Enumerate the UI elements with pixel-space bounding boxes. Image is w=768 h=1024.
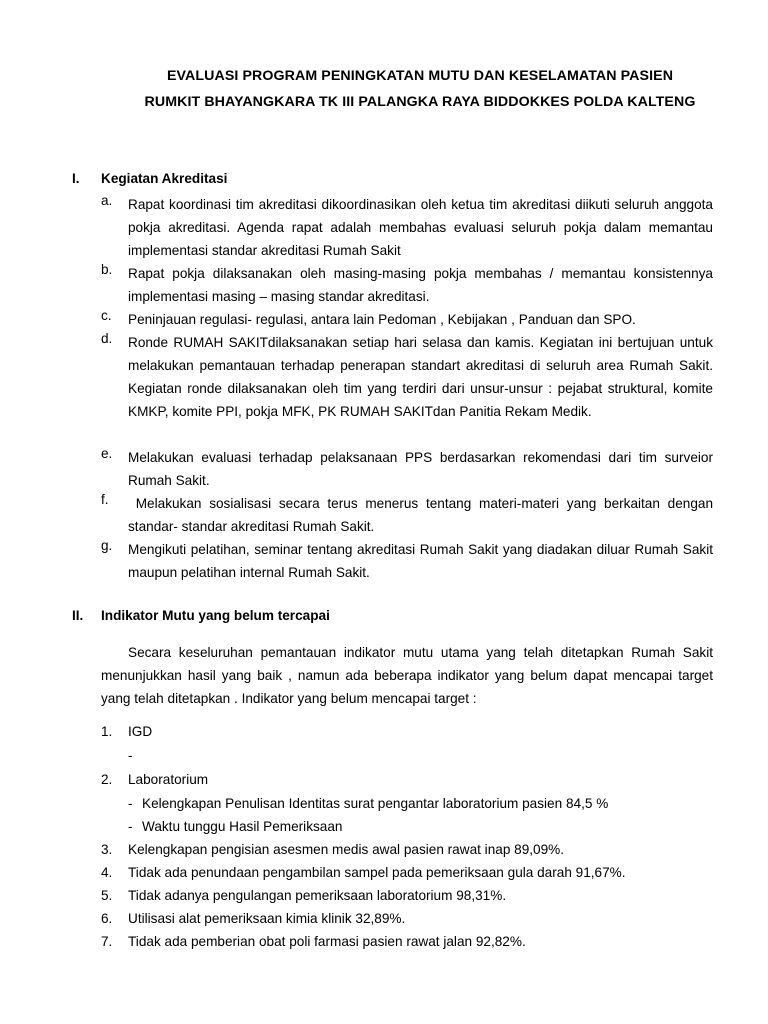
sub-item-text: Kelengkapan Penulisan Identitas surat pengantar laboratorium pasien 84,5 % <box>142 796 609 811</box>
list-item <box>101 538 713 584</box>
list-item <box>101 193 713 262</box>
list-marker: 7. <box>101 934 113 949</box>
section-title: Kegiatan Akreditasi <box>101 171 228 186</box>
numbered-item <box>101 934 526 949</box>
numbered-item <box>101 865 626 880</box>
list-item-text: Peninjauan regulasi- regulasi, antara lain Pedoman , Kebijakan , Panduan dan SPO. <box>128 312 636 327</box>
list-marker: b. <box>101 262 113 277</box>
list-item-text: Rapat pokja dilaksanakan oleh masing-masing pokja membahas / memantau konsistennya implementasi masing – masing standar akreditasi. <box>128 266 713 305</box>
list-item <box>101 492 717 538</box>
section-number: I. <box>72 171 80 186</box>
list-marker: c. <box>101 308 112 323</box>
list-marker: 3. <box>101 842 113 857</box>
list-marker: 6. <box>101 911 113 926</box>
document-title-line1: EVALUASI PROGRAM PENINGKATAN MUTU DAN KESELAMATAN PASIEN <box>166 68 674 84</box>
list-item-text: Melakukan evaluasi terhadap pelaksanaan PPS berdasarkan rekomendasi dari tim surveior Rumah Sakit. <box>128 450 713 489</box>
numbered-item <box>101 724 152 739</box>
section-title: Indikator Mutu yang belum tercapai <box>101 608 330 623</box>
list-item-text: Utilisasi alat pemeriksaan kimia klinik 32,89%. <box>128 911 406 926</box>
numbered-item <box>101 911 405 926</box>
numbered-item <box>101 772 208 787</box>
list-item-text: Tidak ada pemberian obat poli farmasi pasien rawat jalan 92,82%. <box>128 934 526 949</box>
list-item <box>101 446 713 492</box>
list-marker: e. <box>101 446 113 461</box>
list-item-text: Rapat koordinasi tim akreditasi dikoordinasikan oleh ketua tim akreditasi diikuti seluruh anggota pokja akreditasi. Agenda rapat adalah membahas evaluasi seluruh pokja dalam memantau implementasi standar akreditasi Rumah Sakit <box>128 197 713 259</box>
document-title-line2: RUMKIT BHAYANGKARA TK III PALANGKA RAYA BIDDOKKES POLDA KALTENG <box>144 94 696 110</box>
sub-list-item <box>128 748 142 763</box>
dash-marker: - <box>128 819 133 834</box>
sub-list-item <box>128 819 342 834</box>
dash-marker: - <box>128 796 133 811</box>
list-item-text: Laboratorium <box>128 772 209 787</box>
sub-item-text: Waktu tunggu Hasil Pemeriksaan <box>142 819 343 834</box>
list-item-text: IGD <box>128 724 153 739</box>
intro-paragraph: Secara keseluruhan pemantauan indikator mutu utama yang telah ditetapkan Rumah Sakit menunjukkan hasil yang baik , namun ada beberapa indikator yang belum dapat mencapai target yang telah ditetapkan . Indikator yang belum mencapai target : <box>101 645 713 707</box>
list-item <box>101 308 713 331</box>
list-item-text: Tidak adanya pengulangan pemeriksaan laboratorium 98,31%. <box>128 888 507 903</box>
list-marker: 5. <box>101 888 113 903</box>
list-item-text: Kelengkapan pengisian asesmen medis awal pasien rawat inap 89,09%. <box>128 842 565 857</box>
list-marker: f. <box>101 492 109 507</box>
list-marker: 4. <box>101 865 113 880</box>
list-item-text: Mengikuti pelatihan, seminar tentang akreditasi Rumah Sakit yang diadakan diluar Rumah Sakit maupun pelatihan internal Rumah Sakit. <box>128 542 713 581</box>
section-number: II. <box>72 608 84 623</box>
list-marker: g. <box>101 538 113 553</box>
sub-list-item <box>128 796 608 811</box>
list-item-text: Ronde RUMAH SAKITdilaksanakan setiap hari selasa dan kamis. Kegiatan ini bertujuan untuk melakukan pemantauan terhadap penerapan standart akreditasi di seluruh area Rumah Sakit. Kegiatan ronde dilaksanakan oleh tim yang terdiri dari unsur-unsur : pejabat struktural, komite KMKP, komite PPI, pokja MFK, PK RUMAH SAKITdan Panitia Rekam Medik. <box>128 335 713 420</box>
numbered-item <box>101 842 564 857</box>
numbered-item <box>101 888 506 903</box>
list-marker: a. <box>101 193 113 208</box>
dash-marker: - <box>128 748 133 763</box>
list-item-text: Tidak ada penundaan pengambilan sampel pada pemeriksaan gula darah 91,67%. <box>128 865 626 880</box>
list-marker: d. <box>101 331 113 346</box>
list-item <box>101 331 713 423</box>
list-marker: 1. <box>101 724 113 739</box>
list-item <box>101 262 713 308</box>
list-item-text: Melakukan sosialisasi secara terus menerus tentang materi-materi yang berkaitan dengan standar- standar akreditasi Rumah Sakit. <box>128 496 717 535</box>
list-marker: 2. <box>101 772 113 787</box>
